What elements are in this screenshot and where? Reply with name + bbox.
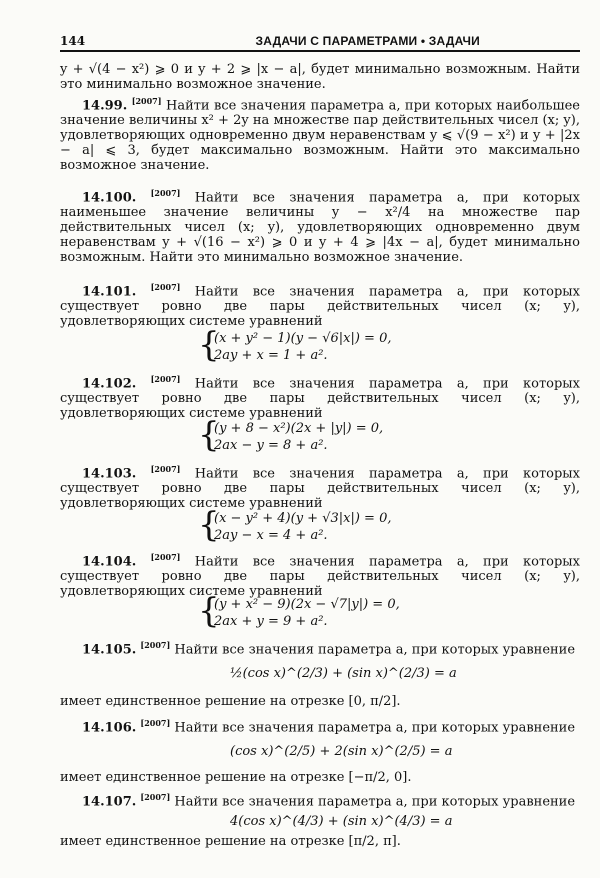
problem-number: 14.99. bbox=[82, 98, 128, 114]
problem-year: [2007] bbox=[150, 374, 181, 384]
problem-14-105 bbox=[60, 638, 580, 657]
brace: { bbox=[198, 591, 220, 631]
problem-14-99 bbox=[60, 94, 580, 173]
running-title: ЗАДАЧИ С ПАРАМЕТРАМИ • ЗАДАЧИ bbox=[255, 34, 480, 48]
problem-text: Найти все значения параметра a, при которых уравнение bbox=[174, 642, 576, 658]
problem-14-100 bbox=[60, 186, 580, 265]
problem-year: [2007] bbox=[150, 552, 181, 562]
problem-number: 14.106. bbox=[82, 720, 137, 736]
problem-condition: имеет единственное решение на отрезке [−π/2, 0]. bbox=[60, 770, 412, 785]
problem-year: [2007] bbox=[150, 188, 181, 198]
problem-text: Найти все значения параметра a, при которых существует ровно две пары действительных чисел (x; y), удовлетворяющих системе уравнений bbox=[60, 466, 580, 512]
problem-14-107 bbox=[60, 790, 580, 809]
equation: ½(cos x)^(2/3) + (sin x)^(2/3) = a bbox=[230, 666, 457, 681]
brace: { bbox=[198, 415, 220, 455]
problem-14-106 bbox=[60, 716, 580, 735]
system-line: 2ay − x = 4 + a². bbox=[214, 528, 328, 543]
problem-text: Найти все значения параметра a, при которых наименьшее значение величины y − x²/4 на множестве пар действительных чисел (x; y), удовлетворяющих одновременно двум неравенствам y + √(16 − x²) ⩾ 0 и y + 4 ⩾ |4x − a|, будет минимально возможным. Найти это минимально возможное значение. bbox=[60, 190, 580, 266]
system-line: (x + y² − 1)(y − √6|x|) = 0, bbox=[214, 331, 392, 346]
problem-year: [2007] bbox=[131, 96, 162, 106]
problem-condition: имеет единственное решение на отрезке [0, π/2]. bbox=[60, 694, 401, 709]
header-rule bbox=[60, 50, 580, 52]
system-line: (y + 8 − x²)(2x + |y|) = 0, bbox=[214, 421, 384, 436]
problem-number: 14.100. bbox=[82, 190, 137, 206]
equation: (cos x)^(2/5) + 2(sin x)^(2/5) = a bbox=[230, 744, 453, 759]
problem-14-104 bbox=[60, 550, 580, 599]
system-line: (y + x² − 9)(2x − √7|y|) = 0, bbox=[214, 597, 400, 612]
system-line: 2ax − y = 8 + a². bbox=[214, 438, 328, 453]
problem-14-101 bbox=[60, 280, 580, 329]
problem-text: Найти все значения параметра a, при которых уравнение bbox=[174, 720, 576, 736]
problem-number: 14.107. bbox=[82, 794, 137, 810]
intro-text: y + √(4 − x²) ⩾ 0 и y + 2 ⩾ |x − a|, будет минимально возможным. Найти это минимально возможное значение. bbox=[60, 62, 580, 92]
equation: 4(cos x)^(4/3) + (sin x)^(4/3) = a bbox=[230, 814, 453, 829]
problem-year: [2007] bbox=[150, 464, 181, 474]
problem-number: 14.102. bbox=[82, 376, 137, 392]
equation-system bbox=[198, 591, 400, 631]
problem-number: 14.104. bbox=[82, 554, 137, 570]
problem-year: [2007] bbox=[140, 792, 171, 802]
page-number: 144 bbox=[60, 34, 86, 48]
problem-number: 14.103. bbox=[82, 466, 137, 482]
problem-year: [2007] bbox=[140, 718, 171, 728]
system-line: 2ax + y = 9 + a². bbox=[214, 614, 328, 629]
brace: { bbox=[198, 325, 220, 365]
problem-14-102 bbox=[60, 372, 580, 421]
problem-text: Найти все значения параметра a, при которых существует ровно две пары действительных чисел (x; y), удовлетворяющих системе уравнений bbox=[60, 284, 580, 330]
problem-text: Найти все значения параметра a, при которых наибольшее значение величины x² + 2y на множестве пар действительных чисел (x; y), удовлетворяющих одновременно двум неравенствам y ⩽ √(9 − x²) и y + |2x − a| ⩽ 3, будет максимально возможным. Найти это максимально возможное значение. bbox=[60, 98, 580, 174]
system-line: 2ay + x = 1 + a². bbox=[214, 348, 328, 363]
problem-number: 14.105. bbox=[82, 642, 137, 658]
equation-system bbox=[198, 415, 384, 455]
problem-text: Найти все значения параметра a, при которых существует ровно две пары действительных чисел (x; y), удовлетворяющих системе уравнений bbox=[60, 554, 580, 600]
problem-text: Найти все значения параметра a, при которых существует ровно две пары действительных чисел (x; y), удовлетворяющих системе уравнений bbox=[60, 376, 580, 422]
page-header bbox=[60, 34, 580, 50]
book-page bbox=[60, 34, 580, 854]
equation-system bbox=[198, 325, 392, 365]
problem-year: [2007] bbox=[150, 282, 181, 292]
system-line: (x − y² + 4)(y + √3|x|) = 0, bbox=[214, 511, 392, 526]
problem-14-103 bbox=[60, 462, 580, 511]
problem-number: 14.101. bbox=[82, 284, 137, 300]
problem-year: [2007] bbox=[140, 640, 171, 650]
problem-text: Найти все значения параметра a, при которых уравнение bbox=[174, 794, 576, 810]
brace: { bbox=[198, 505, 220, 545]
problem-condition: имеет единственное решение на отрезке [π/2, π]. bbox=[60, 834, 401, 849]
equation-system bbox=[198, 505, 392, 545]
